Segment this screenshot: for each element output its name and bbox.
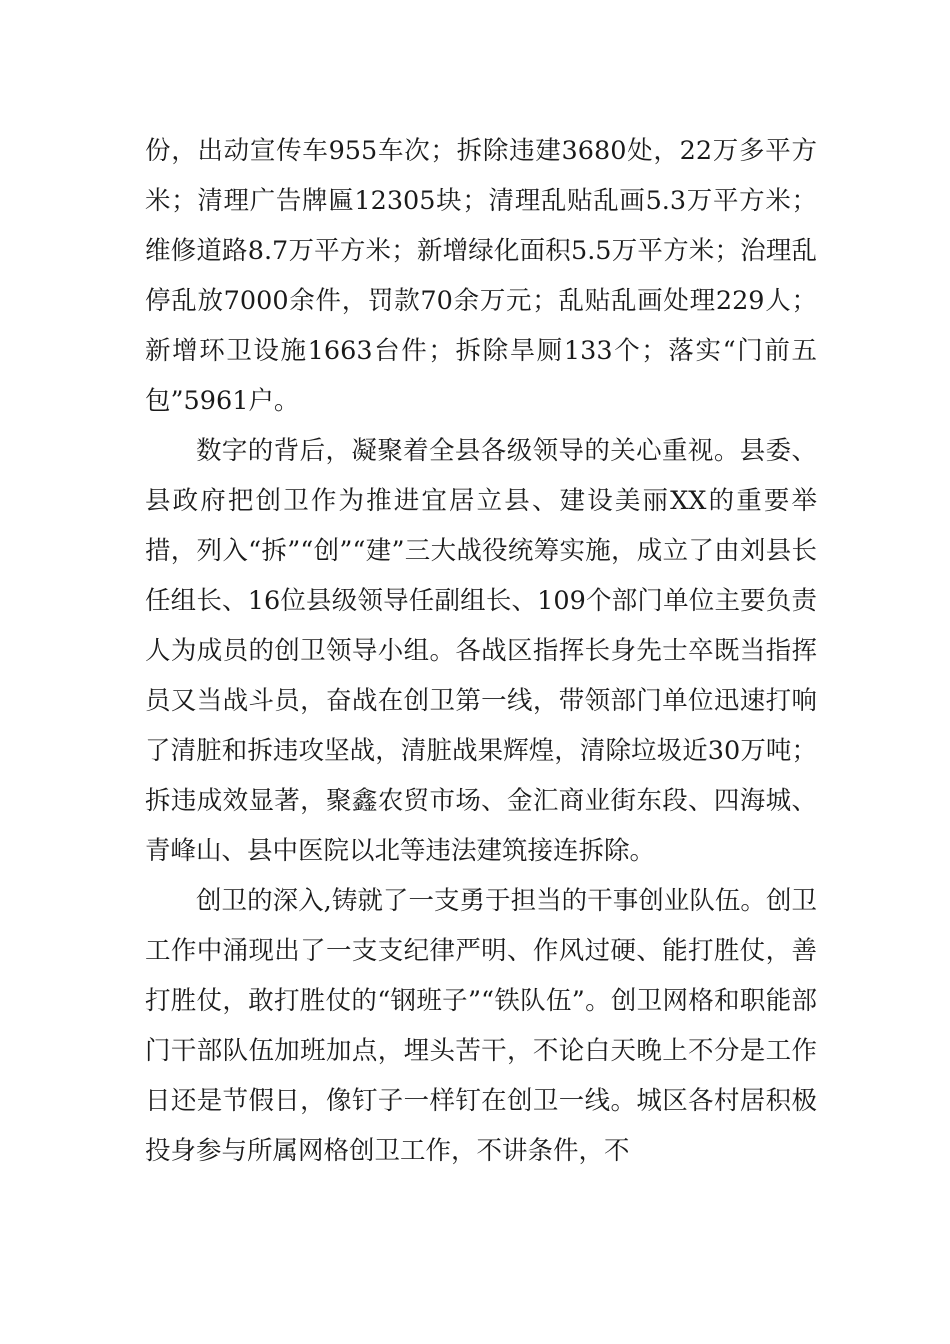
paragraph-2: 数字的背后，凝聚着全县各级领导的关心重视。县委、县政府把创卫作为推进宜居立县、建设美丽XX的重要举措，列入“拆”“创”“建”三大战役统筹实施，成立了由刘县长任组长、16位县级领导任副组长、109个部门单位主要负责人为成员的创卫领导小组。各战区指挥长身先士卒既当指挥员又当战斗员，奋战在创卫第一线，带领部门单位迅速打响了清脏和拆违攻坚战，清脏战果辉煌，清除垃圾近30万吨；拆违成效显著，聚鑫农贸市场、金汇商业街东段、四海城、青峰山、县中医院以北等违法建筑接连拆除。 [145,436,817,866]
paragraph-3: 创卫的深入,铸就了一支勇于担当的干事创业队伍。创卫工作中涌现出了一支支纪律严明、作风过硬、能打胜仗，善打胜仗，敢打胜仗的“钢班子”“铁队伍”。创卫网格和职能部门干部队伍加班加点，埋头苦干，不论白天晚上不分是工作日还是节假日，像钉子一样钉在创卫一线。城区各村居积极投身参与所属网格创卫工作，不讲条件，不 [145,886,817,1166]
paragraph-1: 份，出动宣传车955车次；拆除违建3680处，22万多平方米；清理广告牌匾12305块；清理乱贴乱画5.3万平方米；维修道路8.7万平方米；新增绿化面积5.5万平方米；治理乱停乱放7000余件，罚款70余万元；乱贴乱画处理229人；新增环卫设施1663台件；拆除旱厕133个；落实“门前五包”5961户。 [145,136,817,416]
document-body [145,126,817,1176]
